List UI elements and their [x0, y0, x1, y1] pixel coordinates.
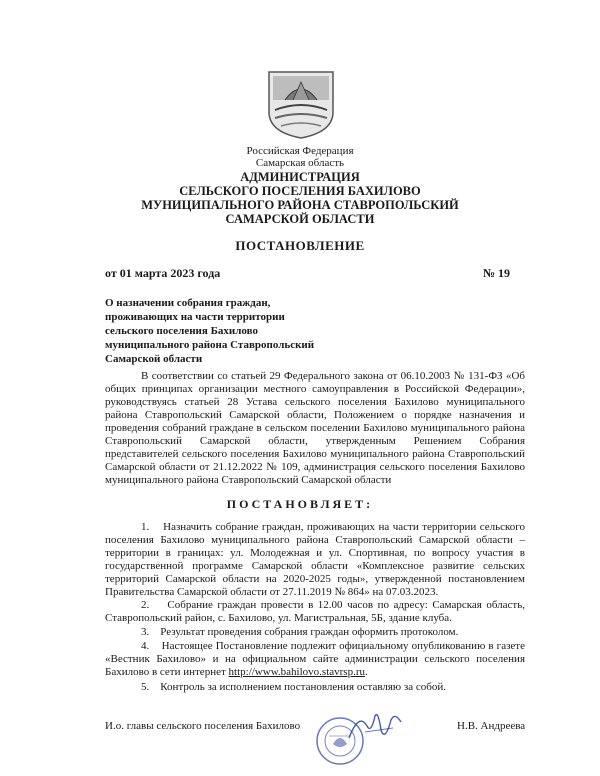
subject-block [105, 296, 365, 366]
item-text: Контроль за исполнением постановления оставляю за собой. [160, 681, 446, 693]
item-number: 4. [141, 640, 150, 652]
coat-of-arms-emblem [267, 70, 335, 140]
region-line: Самарская область [255, 157, 345, 169]
resolves-heading: ПОСТАНОВЛЯЕТ: [226, 497, 374, 511]
org-title-line3: МУНИЦИПАЛЬНОГО РАЙОНА СТАВРОПОЛЬСКИЙ [141, 198, 459, 212]
website-link[interactable]: http://www.bahilovo.stavrsp.ru [228, 666, 365, 678]
item-5 [105, 681, 525, 694]
preamble-paragraph: В соответствии со статьей 29 Федерального закона от 06.10.2003 № 131-ФЗ «Об общих принципах организации местного самоуправления в Российской Федерации», руководствуясь статьей 28 Устава сельского поселения Бахилово муниципального района Ставропольский Самарской области, Положением о порядке назначения и проведения собраний граждане в сельском поселении Бахилово муниципального района Ставропольский Самарской области, утвержденным Решением Собрания представителей сельского поселения Бахилово муниципального района Ставропольский Самарской области от 21.12.2022 № 109, администрация сельского поселения Бахилово муниципального района Ставропольский Самарской области [105, 370, 525, 486]
item-3 [105, 626, 525, 639]
item-number: 1. [141, 521, 150, 533]
subject-line: Самарской области [105, 353, 203, 365]
item-text: Собрание граждан провести в 12.00 часов по адресу: Самарская область, Ставропольский район, с. Бахилово, ул. Магистральная, 5Б, здание клуба. [105, 599, 526, 624]
document-type-title: ПОСТАНОВЛЕНИЕ [235, 238, 365, 253]
signatory-position: И.о. главы сельского поселения Бахилово [105, 720, 301, 732]
item-2 [105, 599, 525, 625]
handwritten-signature [345, 708, 405, 744]
item-text: Результат проведения собрания граждан оформить протоколом. [160, 626, 459, 638]
item-text: Назначить собрание граждан, проживающих на части территории сельского поселения Бахилово муниципального района Ставропольский Самарской области – территории в границах: ул. Молодежная и ул. Спортивная, по вопросу участия в государственной программе Самарской области «Комплексное развитие сельских территорий Самарской области на 2020-2025 годы», утвержденной постановлением Правительства Самарской области от 27.11.2019 № 864» на 07.03.2023. [105, 521, 525, 598]
subject-line: проживающих на части территории [105, 311, 285, 323]
item-1 [105, 521, 525, 599]
org-title-line2: СЕЛЬСКОГО ПОСЕЛЕНИЯ БАХИЛОВО [179, 184, 421, 198]
org-title-line4: САМАРСКОЙ ОБЛАСТИ [225, 212, 375, 226]
country-line: Российская Федерация [246, 145, 354, 157]
subject-line: О назначении собрания граждан, [105, 297, 271, 309]
item-4: 4. Настоящее Постановление подлежит официальному опубликованию в газете «Вестник Бахилово» и на официальном сайте администрации сельского поселения Бахилово в сети интернет http://www.bahilovo.stavrsp.ru. [105, 640, 525, 678]
org-title-line1: АДМИНИСТРАЦИЯ [240, 170, 360, 184]
item-text: Настоящее Постановление подлежит официальному опубликованию в газете «Вестник Бахилово» и на официальном сайте администрации сельского поселения Бахилово в сети интернет [105, 640, 525, 678]
subject-line: муниципального района Ставропольский [105, 339, 315, 351]
signatory-name: Н.В. Андреева [457, 720, 526, 732]
item-number: 5. [141, 681, 150, 693]
subject-line: сельского поселения Бахилово [105, 325, 258, 337]
document-number: № 19 [483, 266, 511, 280]
document-date: от 01 марта 2023 года [105, 266, 221, 280]
item-number: 3. [141, 626, 150, 638]
item-number: 2. [141, 599, 150, 611]
